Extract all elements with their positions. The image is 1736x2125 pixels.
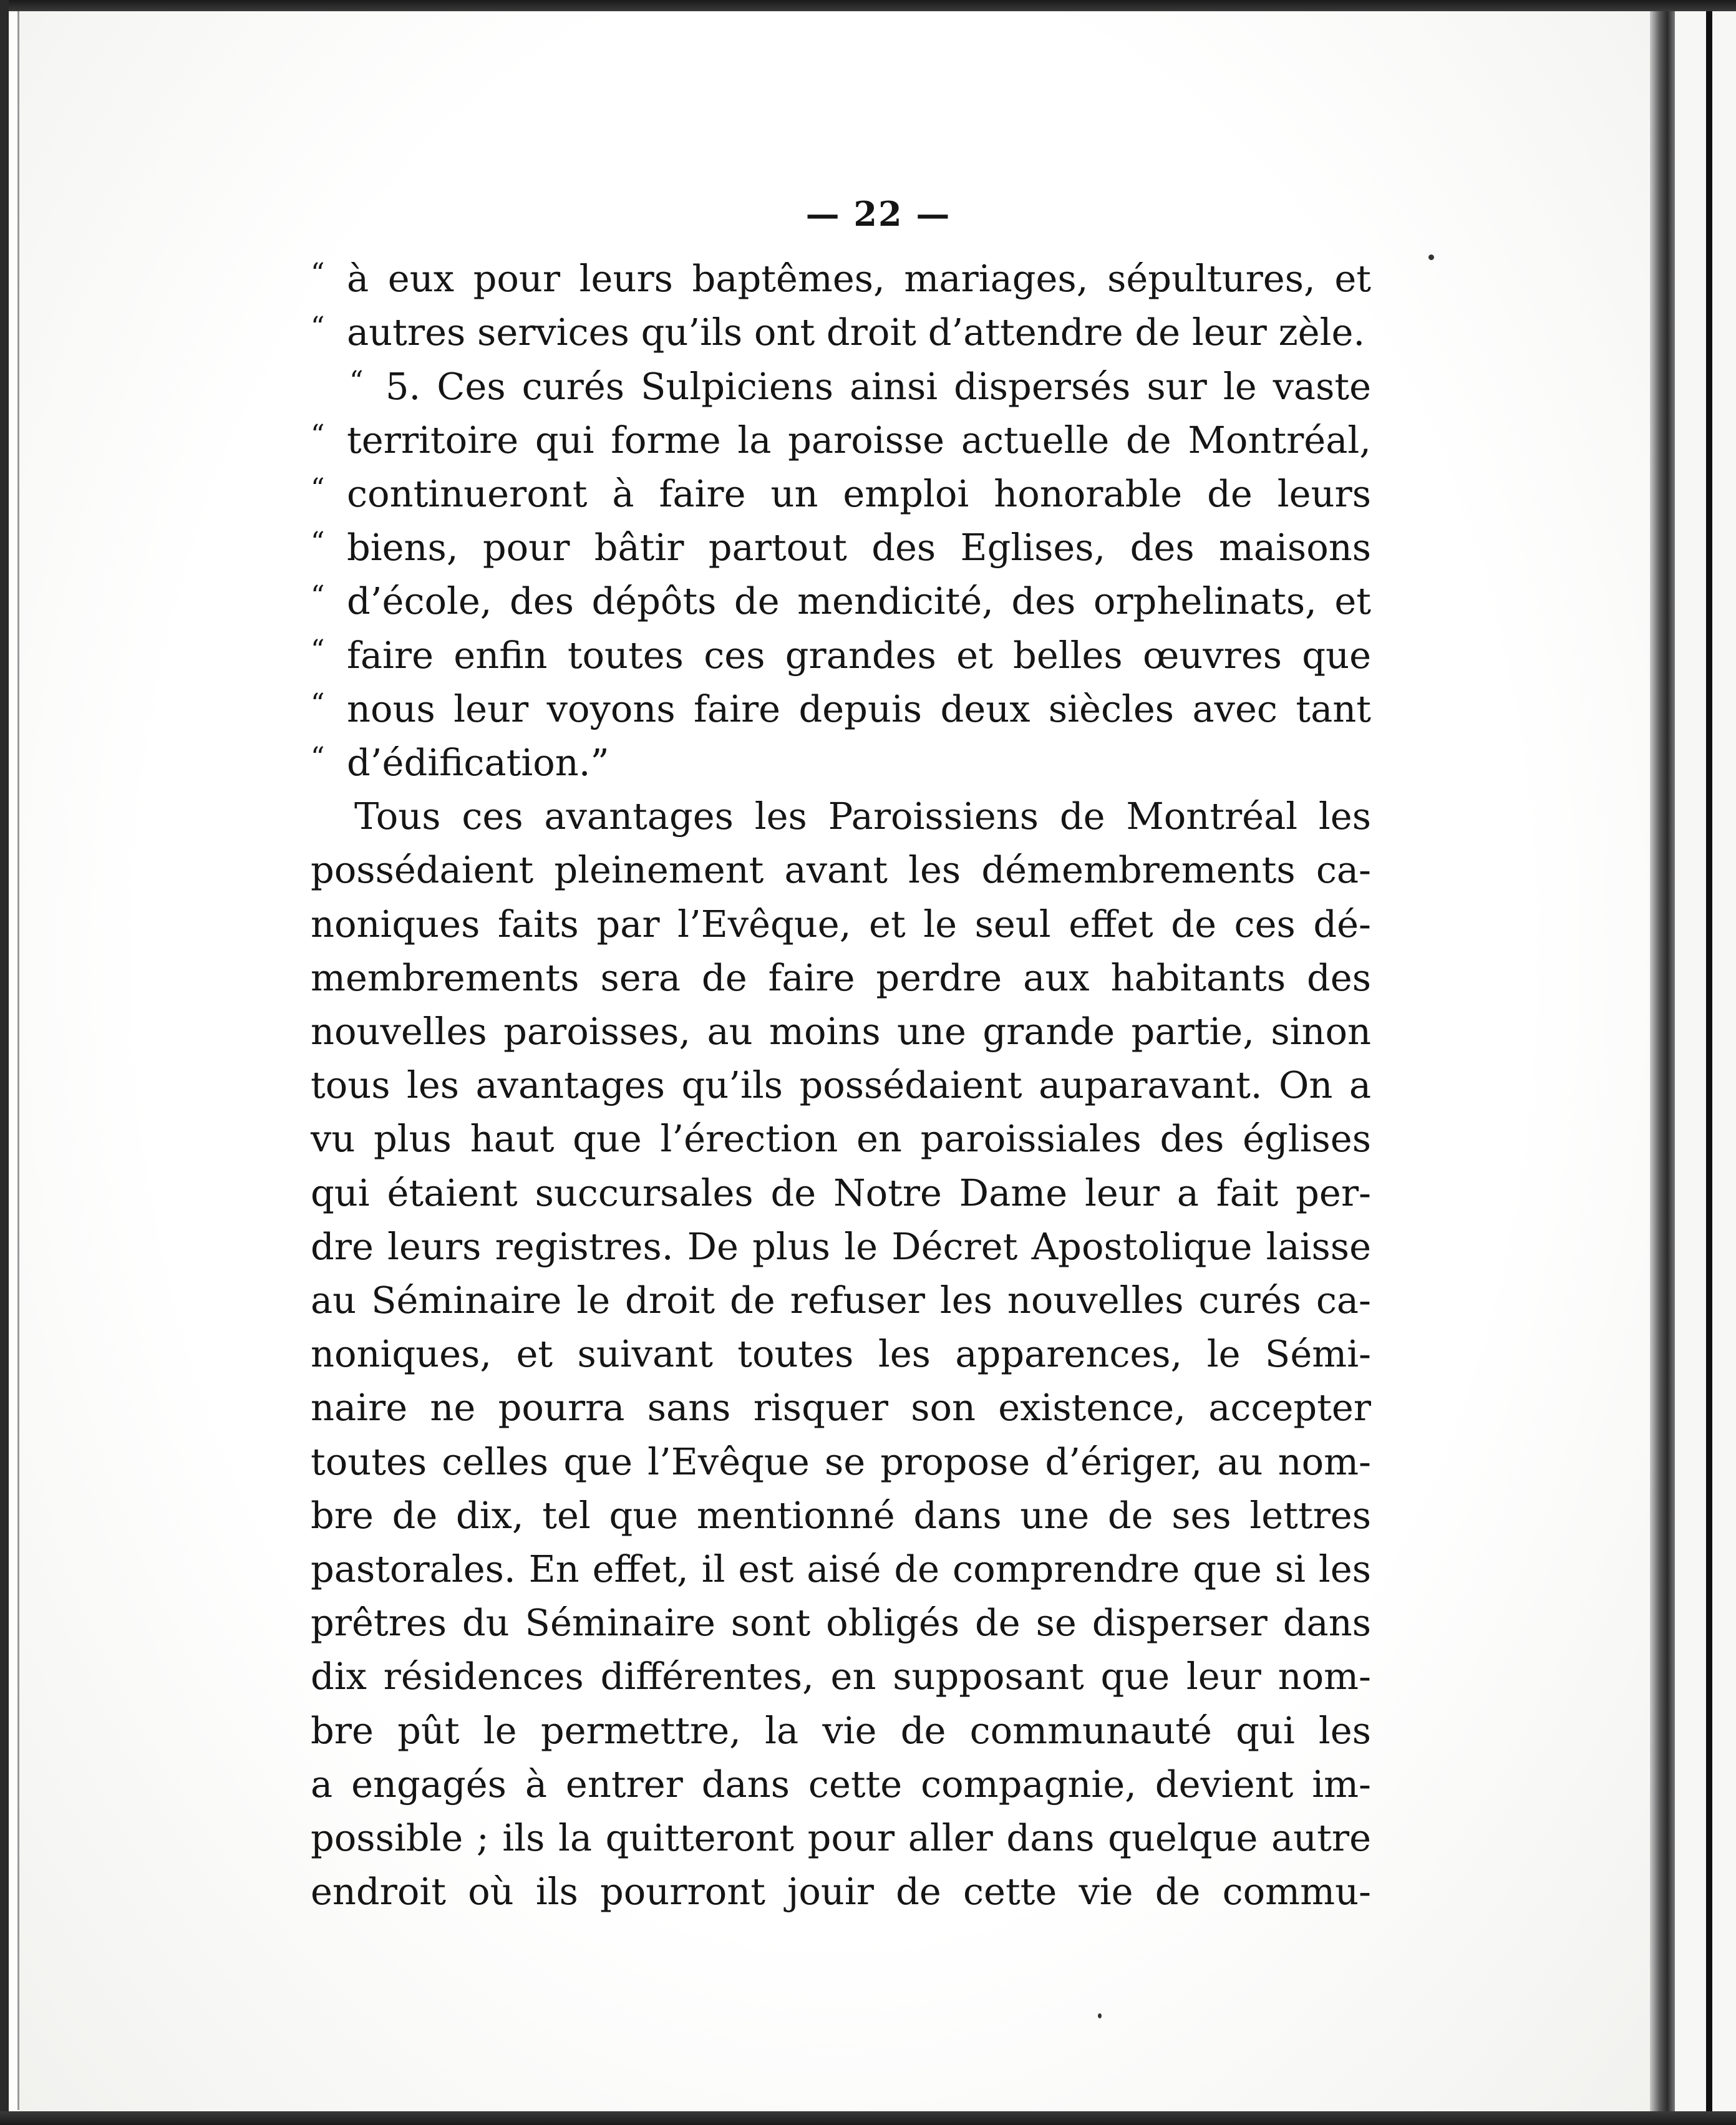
quote-line: [311, 521, 1371, 574]
body-line: pastorales. En effet, il est aisé de comprendre que si les: [311, 1547, 1371, 1591]
body-line: possible ; ils la quitteront pour aller dans quelque autre: [311, 1816, 1371, 1860]
quote-text: à eux pour leurs baptêmes, mariages, sépultures, et: [347, 257, 1371, 301]
quote-line: [311, 736, 1371, 790]
body-line: naire ne pourra sans risquer son existence, accepter: [311, 1386, 1371, 1430]
body-line: vu plus haut que l’érection en paroissiales des églises: [311, 1117, 1371, 1161]
quote-mark: “: [311, 473, 325, 505]
ink-speck: [1098, 2013, 1102, 2018]
quote-line: [311, 574, 1371, 628]
scan-border-top: [0, 0, 1736, 11]
body-line: dix résidences différentes, en supposant que leur nom-: [311, 1655, 1371, 1698]
body-line: possédaient pleinement avant les démembrements ca-: [311, 848, 1371, 892]
quote-mark: “: [311, 311, 325, 344]
scan-border-bottom: [0, 2111, 1736, 2125]
quote-text: 5. Ces curés Sulpiciens ainsi dispersés sur le vaste: [386, 364, 1371, 408]
body-line: toutes celles que l’Evêque se propose d’ériger, au nom-: [311, 1440, 1371, 1483]
body-line: Tous ces avantages les Paroissiens de Montréal les: [354, 795, 1371, 838]
quote-text: d’édification.”: [347, 741, 609, 785]
page-text: [311, 187, 1371, 1919]
body-line: bre de dix, tel que mentionné dans une de ses lettres: [311, 1493, 1371, 1537]
quote-text: nous leur voyons faire depuis deux siècles avec tant: [347, 687, 1371, 730]
body-line: endroit où ils pourront jouir de cette vie de commu-: [311, 1870, 1371, 1914]
scan-margin-right: [1675, 11, 1736, 2111]
quote-mark: “: [311, 687, 325, 720]
quote-text: biens, pour bâtir partout des Eglises, des maisons: [347, 526, 1371, 569]
body-line: tous les avantages qu’ils possédaient auparavant. On a: [311, 1063, 1371, 1107]
body-line: a engagés à entrer dans cette compagnie, devient im-: [311, 1762, 1371, 1806]
ink-speck: [1428, 254, 1434, 260]
body-line: au Séminaire le droit de refuser les nouvelles curés ca-: [311, 1279, 1371, 1322]
quote-text: faire enfin toutes ces grandes et belles œuvres que: [347, 633, 1371, 677]
body-line: membrements sera de faire perdre aux habitants des: [311, 956, 1371, 999]
quote-line: [311, 467, 1371, 521]
quote-text: d’école, des dépôts de mendicité, des orphelinats, et: [347, 579, 1371, 623]
quote-line: [311, 414, 1371, 467]
quote-mark: “: [311, 258, 325, 290]
body-line: dre leurs registres. De plus le Décret Apostolique laisse: [311, 1224, 1371, 1268]
page-edge-shadow: [1650, 11, 1675, 2111]
quote-line: [311, 252, 1371, 306]
quote-line: [311, 629, 1371, 682]
quote-line: [311, 682, 1371, 736]
quote-mark: “: [311, 526, 325, 559]
body-line: qui étaient succursales de Notre Dame leur a fait per-: [311, 1171, 1371, 1214]
scan-border-right: [1706, 11, 1712, 2111]
quote-mark: “: [311, 419, 325, 451]
quote-mark: “: [311, 580, 325, 612]
scan-border-left: [0, 0, 9, 2125]
quote-mark: “: [349, 365, 364, 397]
body-line: prêtres du Séminaire sont obligés de se disperser dans: [311, 1601, 1371, 1645]
body-line: bre pût le permettre, la vie de communauté qui les: [311, 1708, 1371, 1752]
quote-line: [311, 360, 1371, 414]
scan-gutter-line: [17, 11, 19, 2110]
quote-mark: “: [311, 634, 325, 666]
page-number: — 22 —: [805, 194, 951, 234]
quote-mark: “: [311, 742, 325, 774]
body-line: noniques, et suivant toutes les apparences, le Sémi-: [311, 1332, 1371, 1376]
quote-text: autres services qu’ils ont droit d’attendre de leur zèle.: [347, 311, 1365, 354]
quote-text: territoire qui forme la paroisse actuelle de Montréal,: [347, 418, 1371, 462]
quote-text: continueront à faire un emploi honorable de leurs: [347, 472, 1371, 516]
quote-line: [311, 306, 1371, 359]
body-line: noniques faits par l’Evêque, et le seul effet de ces dé-: [311, 902, 1371, 946]
body-line: nouvelles paroisses, au moins une grande partie, sinon: [311, 1010, 1371, 1053]
